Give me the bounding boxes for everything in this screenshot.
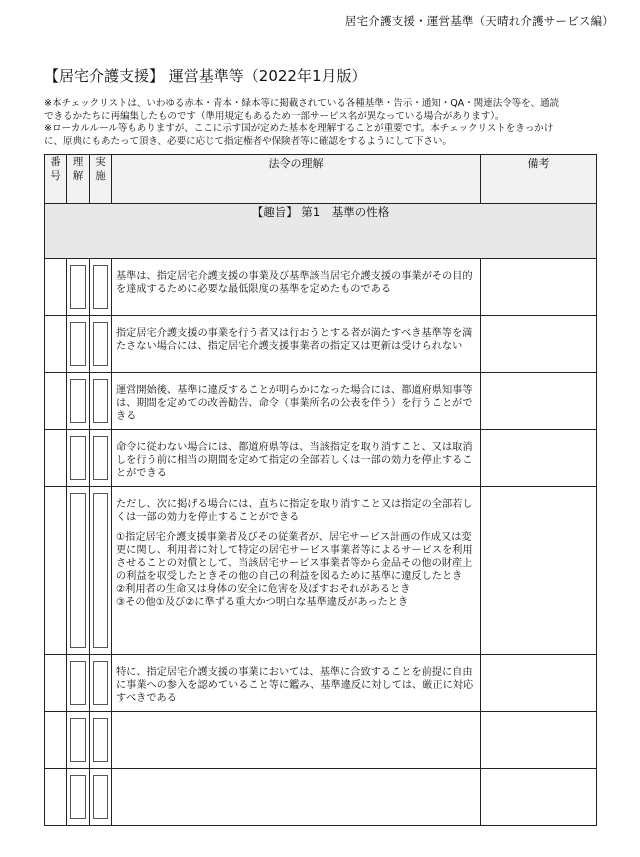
law-paragraph: ①指定居宅介護支援事業者及びその従業者が、居宅サービス計画の作成又は変更に関し、利用者に対して特定の居宅サービス事業者等によるサービスを利用させることの対償として、当該居宅サービス事業者等から金品その他の財産上の利益を収受したときその他の自己の利益を図るために基準に違反したとき ②利用者の生命又は身体の安全に危害を及ぼすおそれがあるとき ③その他①及び②に準ずる重大かつ明白な基準違反があったとき — [116, 532, 473, 608]
section-row — [45, 204, 597, 259]
remarks-cell[interactable] — [481, 259, 597, 316]
table-row — [45, 373, 597, 430]
law-paragraph: 基準は、指定居宅介護支援の事業及び基準該当居宅介護支援の事業がその目的を達成するために必要な最低限度の基準を定めたものである — [116, 271, 473, 295]
implementation-check-cell[interactable] — [90, 769, 112, 826]
remarks-cell[interactable] — [481, 655, 597, 712]
section-title: 【趣旨】 第1 基準の性格 — [45, 204, 597, 259]
row-number-cell — [45, 316, 67, 373]
understanding-check-cell[interactable] — [67, 259, 90, 316]
law-text-cell — [112, 487, 481, 655]
table-row — [45, 655, 597, 712]
law-text-cell — [112, 316, 481, 373]
remarks-cell[interactable] — [481, 487, 597, 655]
row-number-cell — [45, 373, 67, 430]
law-paragraph: 特に、指定居宅介護支援の事業においては、基準に合致することを前提に自由に事業への参入を認めていること等に鑑み、基準違反に対しては、厳正に対応すべきである — [116, 667, 474, 704]
checkbox-area[interactable] — [93, 661, 108, 705]
note-line: ※ローカルルール等もありますが、ここに示す国が定めた基本を理解することが重要です。本チェックリストをきっかけ — [44, 123, 554, 135]
table-row — [45, 712, 597, 769]
column-header-number-label: 番 号 — [50, 156, 61, 182]
checkbox-area[interactable] — [70, 775, 86, 819]
column-header-remarks: 備考 — [481, 155, 597, 204]
checkbox-area[interactable] — [70, 322, 86, 366]
law-text-cell — [112, 430, 481, 487]
implementation-check-cell[interactable] — [90, 259, 112, 316]
remarks-cell[interactable] — [481, 769, 597, 826]
row-number-cell — [45, 259, 67, 316]
remarks-cell[interactable] — [481, 373, 597, 430]
law-text-cell — [112, 769, 481, 826]
checkbox-area[interactable] — [93, 436, 108, 480]
understanding-check-cell[interactable] — [67, 487, 90, 655]
row-number-cell — [45, 430, 67, 487]
checkbox-area[interactable] — [93, 493, 108, 648]
law-text-cell — [112, 259, 481, 316]
table-row — [45, 430, 597, 487]
implementation-check-cell[interactable] — [90, 712, 112, 769]
note-line: に、原典にもあたって頂き、必要に応じて指定権者や保険者等に確認をするようにして下さい。 — [44, 135, 452, 147]
checkbox-area[interactable] — [70, 436, 86, 480]
remarks-cell[interactable] — [481, 316, 597, 373]
understanding-check-cell[interactable] — [67, 769, 90, 826]
table-row — [45, 316, 597, 373]
understanding-check-cell[interactable] — [67, 316, 90, 373]
checklist-table — [44, 154, 597, 826]
row-number-cell — [45, 769, 67, 826]
checkbox-area[interactable] — [70, 718, 86, 762]
column-header-number — [45, 155, 67, 204]
column-header-implementation-label: 実 施 — [95, 156, 106, 182]
note-line: ※本チェックリストは、いわゆる赤本・青本・緑本等に掲載されている各種基準・告示・通知・QA・関連法令等を、通読 — [44, 98, 560, 109]
row-number-cell — [45, 487, 67, 655]
implementation-check-cell[interactable] — [90, 316, 112, 373]
table-header-row — [45, 155, 597, 204]
remarks-cell[interactable] — [481, 430, 597, 487]
law-text-cell — [112, 373, 481, 430]
checkbox-area[interactable] — [70, 265, 86, 309]
table-row — [45, 259, 597, 316]
understanding-check-cell[interactable] — [67, 373, 90, 430]
checkbox-area[interactable] — [93, 322, 108, 366]
understanding-check-cell[interactable] — [67, 430, 90, 487]
notes-block — [44, 98, 604, 148]
checkbox-area[interactable] — [70, 493, 86, 648]
implementation-check-cell[interactable] — [90, 655, 112, 712]
understanding-check-cell[interactable] — [67, 712, 90, 769]
law-paragraph: 指定居宅介護支援の事業を行う者又は行おうとする者が満たすべき基準等を満たさない場合には、指定居宅介護支援事業者の指定又は更新は受けられない — [116, 328, 473, 352]
column-header-understanding-label: 理 解 — [72, 156, 84, 182]
checkbox-area[interactable] — [93, 775, 108, 819]
row-number-cell — [45, 712, 67, 769]
column-header-law: 法令の理解 — [112, 155, 481, 204]
checkbox-area[interactable] — [70, 661, 86, 705]
law-paragraph: ただし、次に掲げる場合には、直ちに指定を取り消すこと又は指定の全部若しくは一部の効力を停止することができる — [116, 499, 473, 523]
remarks-cell[interactable] — [481, 712, 597, 769]
implementation-check-cell[interactable] — [90, 373, 112, 430]
checkbox-area[interactable] — [93, 265, 108, 309]
column-header-implementation — [90, 155, 112, 204]
implementation-check-cell[interactable] — [90, 430, 112, 487]
law-paragraph: 命令に従わない場合には、都道府県等は、当該指定を取り消すこと、又は取消しを行う前に相当の期間を定めて指定の全部若しくは一部の効力を停止することができる — [116, 442, 473, 479]
checkbox-area[interactable] — [93, 718, 108, 762]
note-line: できるかたちに再編集したものです（準用規定もあるため一部サービス名が異なっている場合があります）。 — [44, 110, 505, 122]
understanding-check-cell[interactable] — [67, 655, 90, 712]
law-text-cell — [112, 655, 481, 712]
checkbox-area[interactable] — [93, 379, 108, 423]
law-paragraph: 運営開始後、基準に違反することが明らかになった場合には、都道府県知事等は、期間を定めての改善勧告、命令（事業所名の公表を伴う）を行うことができる — [116, 385, 473, 422]
table-row — [45, 769, 597, 826]
implementation-check-cell[interactable] — [90, 487, 112, 655]
table-row — [45, 487, 597, 655]
checkbox-area[interactable] — [70, 379, 86, 423]
column-header-understanding — [67, 155, 90, 204]
law-text-cell — [112, 712, 481, 769]
row-number-cell — [45, 655, 67, 712]
document-series-label: 居宅介護支援・運営基準（天晴れ介護サービス編） — [344, 14, 614, 28]
document-title: 【居宅介護支援】 運営基準等（2022年1月版） — [44, 67, 367, 85]
